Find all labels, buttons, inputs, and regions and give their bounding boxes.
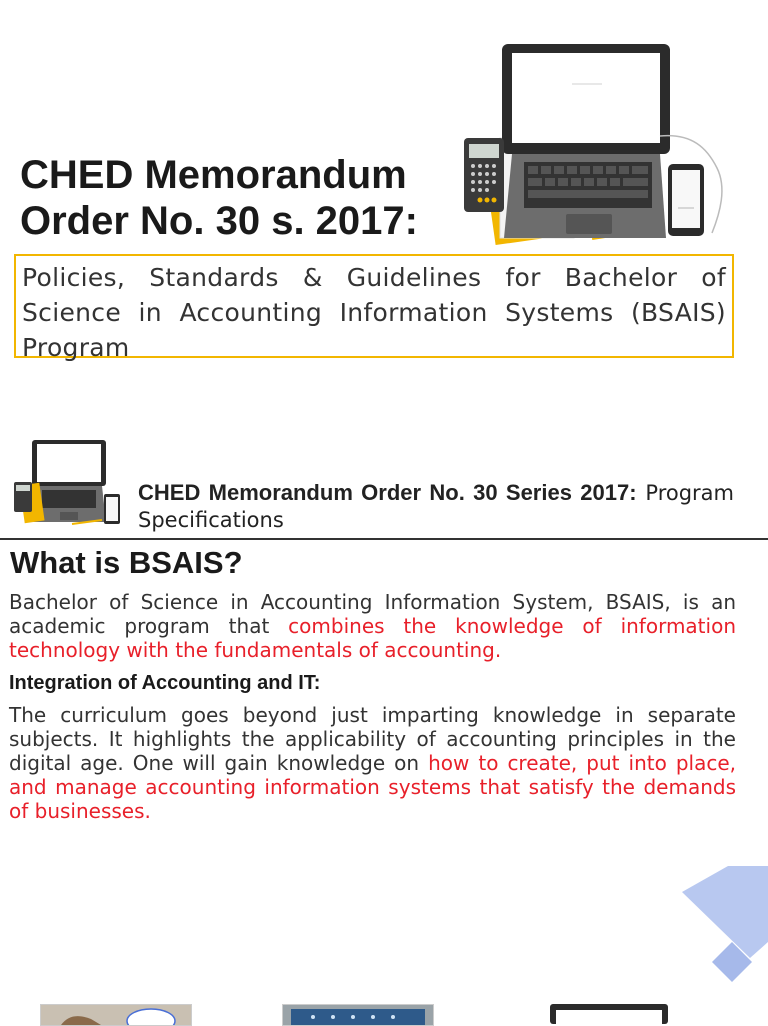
laptop-icon (32, 440, 106, 522)
page-title (20, 152, 460, 244)
smartphone-icon (104, 494, 120, 524)
calculator-icon (464, 138, 504, 212)
section-illustration (12, 438, 134, 530)
title-line-1: CHED Memorandum (20, 153, 407, 197)
section-header (138, 479, 734, 534)
decorative-shapes (668, 862, 768, 986)
what-is-paragraph (9, 590, 736, 662)
laptop-icon (502, 44, 670, 238)
what-is-heading: What is BSAIS? (10, 545, 243, 580)
hero-illustration (452, 38, 742, 250)
calculator-icon (14, 482, 32, 512)
what-is-highlight: combines the knowledge of information technology with the fundamentals of accounting. (9, 614, 736, 662)
what-is-text: Bachelor of Science in Accounting Information System, BSAIS, is an academic program that (9, 590, 736, 638)
section-divider (0, 538, 768, 540)
integration-highlight: how to create, put into place, and manage accounting information systems that satisfy the demands of businesses. (9, 751, 736, 823)
thumbnail-3 (550, 1002, 668, 1024)
thumbnail-2 (282, 1004, 434, 1026)
subtitle-box (14, 254, 734, 362)
integration-text: The curriculum goes beyond just imparting knowledge in separate subjects. It highlights the applicability of accounting principles in the digital age. One will gain knowledge on (9, 703, 736, 775)
subtitle-text: Policies, Standards & Guidelines for Bachelor of Science in Accounting Information Systems (BSAIS) Program (22, 263, 726, 362)
integration-paragraph (9, 703, 736, 823)
section-header-normal: Program Specifications (138, 481, 735, 532)
title-line-2: Order No. 30 s. 2017: (20, 199, 418, 243)
integration-heading: Integration of Accounting and IT: (9, 672, 321, 694)
decor-diamond-large (682, 866, 768, 958)
thumbnail-1 (40, 1004, 192, 1026)
section-header-bold: CHED Memorandum Order No. 30 Series 2017: (138, 480, 637, 505)
